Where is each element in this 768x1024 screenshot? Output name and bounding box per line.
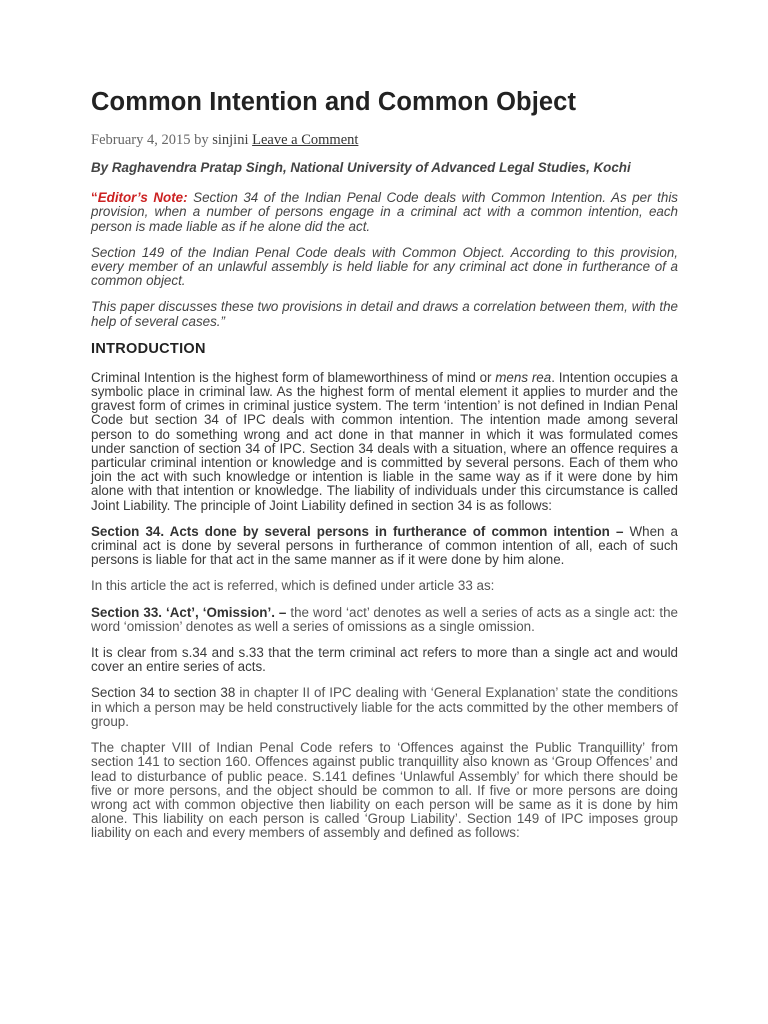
article-reference-paragraph: In this article the act is referred, which is defined under article 33 as: — [91, 578, 495, 594]
section-34-heading: Section 34. Acts done by several persons in furtherance of common intention – — [91, 523, 624, 539]
clear-paragraph: It is clear from s.34 and s.33 that the term criminal act refers to more than a single act and would cover an entire series of acts. — [91, 645, 678, 675]
editors-note-paragraph-3: This paper discusses these two provisions in detail and draws a correlation between them, with the help of several cases.” — [91, 299, 678, 329]
article-title: Common Intention and Common Object — [91, 88, 577, 116]
by-word: by — [194, 132, 209, 148]
mens-rea-term: mens rea — [495, 369, 552, 385]
section-33-paragraph — [91, 606, 678, 634]
editors-note-label: Editor’s Note: — [97, 190, 188, 206]
chapter-8-paragraph: The chapter VIII of Indian Penal Code refers to ‘Offences against the Public Tranquillity’ from section 141 to section 160. Offences against public tranquillity also known as ‘Group Offences’ and lead to disturbance of public peace. S.141 defines ‘Unlawful Assembly’ for which there should be five or more persons, and the object should be common to all. If five or more persons are doing wrong act with common objective then liability on each person will be same as it is done by him alone. This liability on each person is called ‘Group Liability’. Section 149 of IPC imposes group liability on each and every members of assembly and defined as follows: — [91, 740, 678, 841]
section-33-heading: Section 33. ‘Act’, ‘Omission’. – — [91, 604, 287, 620]
sections-34-38-paragraph — [91, 686, 678, 729]
editors-note-open-quote: “ — [91, 190, 98, 206]
sections-34-38-lead: Section 34 to section 38 — [91, 685, 236, 701]
editors-note-paragraph-2: Section 149 of the Indian Penal Code deals with Common Object. According to this provision, every member of an unlawful assembly is held liable for any criminal act done in furtherance of a common object. — [91, 244, 678, 289]
post-date: February 4, 2015 — [91, 132, 191, 148]
post-author[interactable]: sinjini — [212, 132, 249, 148]
editors-note-paragraph-1 — [91, 191, 678, 234]
introduction-heading: INTRODUCTION — [91, 340, 206, 357]
intro-text-a: Criminal Intention is the highest form of blameworthiness of mind or — [91, 369, 496, 385]
author-byline: By Raghavendra Pratap Singh, National University of Advanced Legal Studies, Kochi — [91, 160, 631, 175]
sections-34-38-text: in chapter II of IPC dealing with ‘General Explanation’ state the conditions in which a person may be held constructively liable for the acts committed by the other members of group. — [91, 685, 678, 729]
editors-note-text-1: Section 34 of the Indian Penal Code deals with Common Intention. As per this provision, when a number of persons engage in a criminal act with a common intention, each person is made liable as if he alone did the act. — [91, 190, 678, 234]
article-body — [91, 161, 678, 853]
section-34-text: When a criminal act is done by several persons in furtherance of common intention of all, each of such persons is liable for that act in the same manner as if it were done by him alone. — [91, 523, 679, 568]
section-34-paragraph — [91, 525, 678, 568]
section-33-text: the word ‘act’ denotes as well a series of acts as a single act: the word ‘omission’ denotes as well a series of omissions as a single omission. — [91, 604, 678, 634]
post-meta — [91, 132, 358, 149]
intro-paragraph — [91, 371, 678, 513]
leave-comment-link[interactable]: Leave a Comment — [252, 132, 359, 148]
intro-text-b: . Intention occupies a symbolic place in criminal law. As the highest form of mental element it applies to murder and the gravest form of crimes in criminal justice system. The term ‘intention’ is not defined in Indian Penal Code but section 34 of IPC deals with common intention. The intention made among several person to do something wrong and act done in that manner in which it was formulated comes under sanction of section 34 of IPC. Section 34 deals with a situation, where an offence requires a particular criminal intention or knowledge and is committed by several persons. Each of them who join the act with such knowledge or intention is liable in the same way as if it were done by him alone with that intention or knowledge. The liability of individuals under this circumstance is called Joint Liability. The principle of Joint Liability defined in section 34 is as follows: — [91, 369, 678, 513]
